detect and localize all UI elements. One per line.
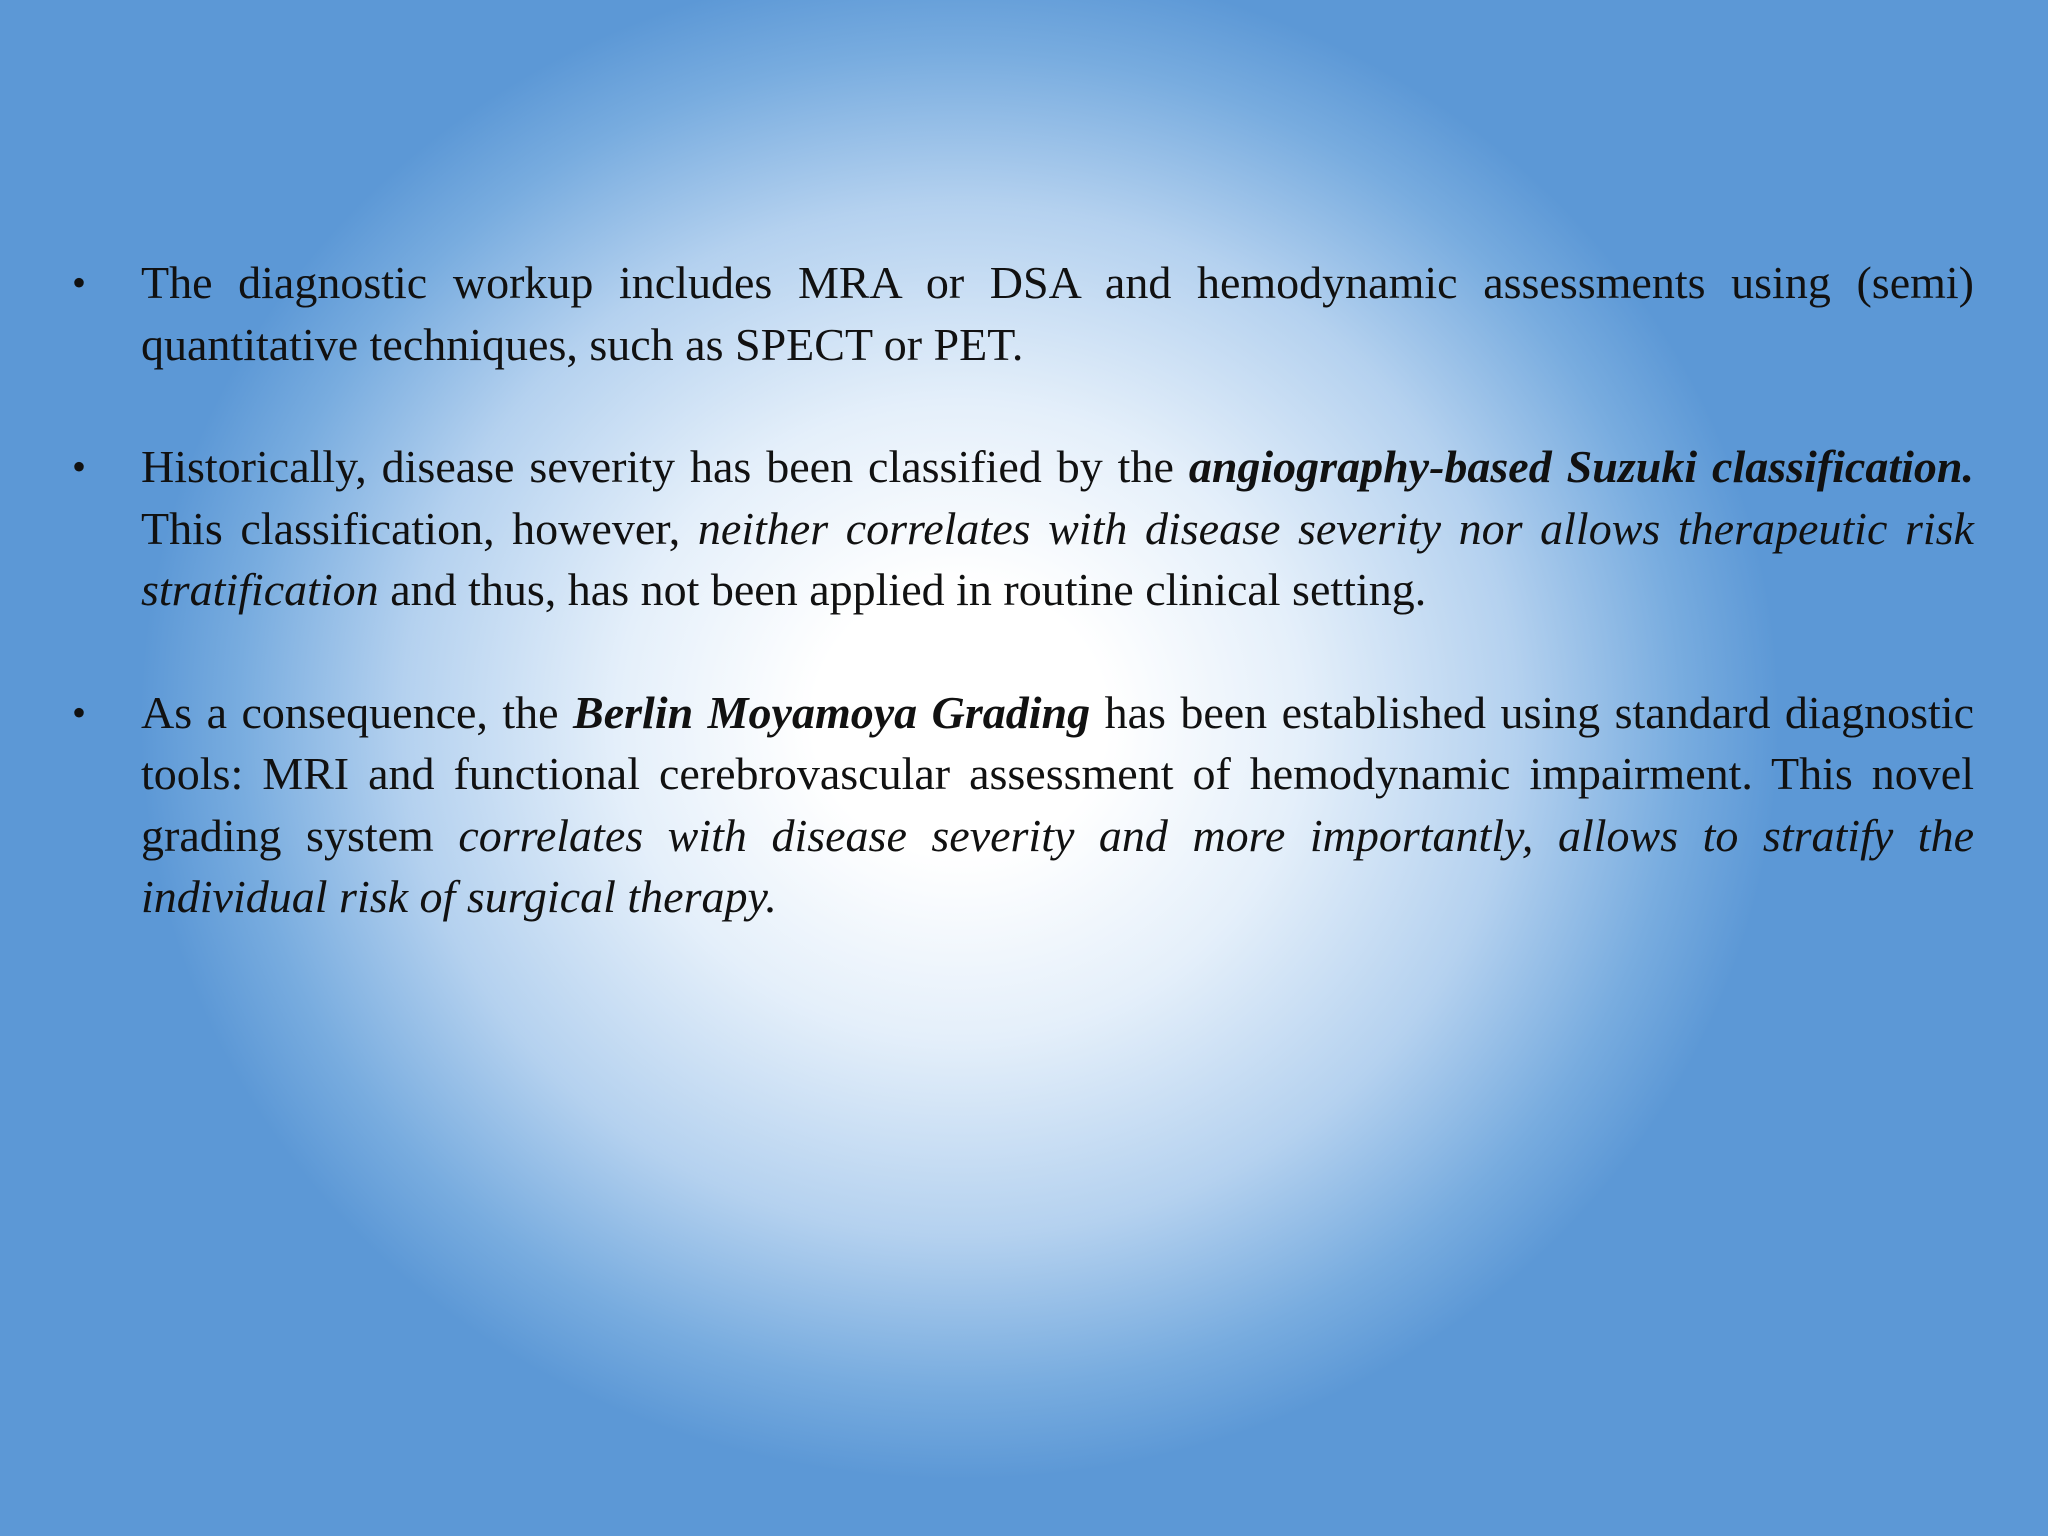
bullet-icon: • bbox=[72, 444, 87, 489]
bullet-item-berlin-grading bbox=[72, 682, 1974, 928]
bullet-item-suzuki-classification bbox=[72, 436, 1974, 621]
bullet-icon: • bbox=[72, 689, 87, 735]
emphasis-term: angiography-based Suzuki classification. bbox=[1188, 441, 1974, 492]
emphasis-phrase: neither correlates with disease severity nor allows therapeutic risk stratification bbox=[141, 502, 1974, 615]
bullet-text: and thus, has not been applied in routine clinical setting. bbox=[378, 564, 1427, 615]
bullet-text: The diagnostic workup includes MRA or DSA and hemodynamic assessments using (semi) quantitative techniques, such as SPECT or PET. bbox=[141, 257, 1974, 370]
bullet-text: Historically, disease severity has been classified by the bbox=[141, 441, 1189, 492]
bullet-list bbox=[72, 252, 1974, 928]
bullet-text: As a consequence, the bbox=[141, 686, 574, 738]
bullet-text: This classification, however, bbox=[141, 502, 698, 554]
emphasis-term: Berlin Moyamoya Grading bbox=[573, 686, 1091, 738]
emphasis-phrase: correlates with disease severity and more importantly, allows to stratify the individual risk of surgical therapy. bbox=[141, 809, 1974, 922]
bullet-icon: • bbox=[72, 260, 87, 305]
bullet-item-diagnostic-workup bbox=[72, 252, 1974, 375]
bullet-text: has been established using standard diagnostic tools: MRI and functional cerebrovascular assessment of hemodynamic impairment. This novel grading system bbox=[141, 686, 1974, 861]
